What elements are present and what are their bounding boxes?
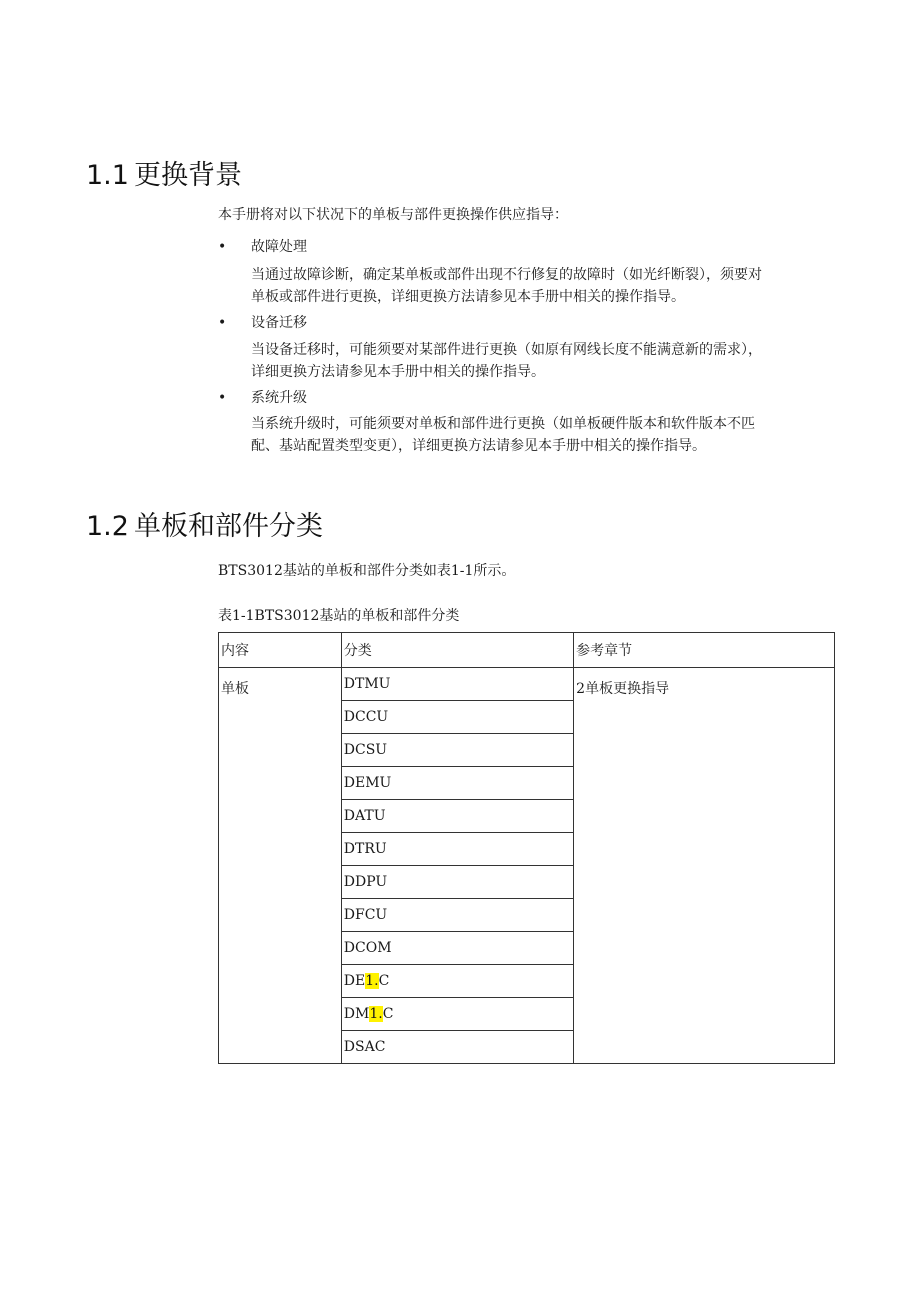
board-text-pre: DE: [343, 973, 366, 989]
header-category: 分类: [341, 633, 573, 668]
board-cell-marked: [341, 965, 573, 998]
item-2-title: 设备迁移: [251, 315, 307, 331]
item-1-line-1: 当通过故障诊断，确定某单板或部件出现不行修复的故障时（如光纤断裂），须要对: [251, 267, 762, 283]
item-1-line-2: 单板或部件进行更换，详细更换方法请参见本手册中相关的操作指导。: [251, 289, 685, 305]
board-text-post: C: [382, 1006, 394, 1022]
section-1-intro: 本手册将对以下状况下的单板与部件更换操作供应指导：: [218, 207, 568, 223]
header-content: 内容: [219, 633, 342, 668]
board-cell: DCSU: [341, 734, 573, 767]
item-3-line-1: 当系统升级时，可能须要对单板和部件进行更换（如单板硬件版本和软件版本不匹: [251, 416, 755, 432]
section-2-intro: BTS3012基站的单板和部件分类如表1-1所示。: [218, 563, 516, 579]
header-reference: 参考章节: [574, 633, 835, 668]
board-cell: DFCU: [341, 899, 573, 932]
section-1-heading: [86, 160, 242, 192]
board-classification-table: [218, 632, 835, 1064]
table-row: [219, 668, 835, 701]
cell-reference: 2单板更换指导: [574, 668, 835, 1064]
board-cell: DSAC: [341, 1031, 573, 1064]
item-3-title: 系统升级: [251, 390, 307, 406]
item-2-line-1: 当设备迁移时，可能须要对某部件进行更换（如原有网线长度不能满意新的需求），: [251, 342, 762, 358]
bullet-2: •: [218, 315, 227, 331]
table-header-row: [219, 633, 835, 668]
table-caption: 表1-1BTS3012基站的单板和部件分类: [218, 608, 460, 624]
item-1-title: 故障处理: [251, 239, 307, 255]
board-cell: DCCU: [341, 701, 573, 734]
board-cell: DTMU: [341, 668, 573, 701]
section-2-title: 单板和部件分类: [134, 511, 323, 542]
bullet-1: •: [218, 239, 227, 255]
board-text-post: C: [378, 973, 390, 989]
board-cell-marked: [341, 998, 573, 1031]
board-cell: DATU: [341, 800, 573, 833]
cell-category: 单板: [219, 668, 342, 1064]
section-2-number: 1.2: [86, 511, 129, 542]
section-1-number: 1.1: [86, 160, 129, 191]
section-2-heading: [86, 511, 323, 543]
board-text-pre: DM: [343, 1006, 370, 1022]
bullet-3: •: [218, 390, 227, 406]
item-3-line-2: 配、基站配置类型变更），详细更换方法请参见本手册中相关的操作指导。: [251, 438, 706, 454]
highlight-mark: 1.: [369, 1006, 383, 1022]
board-cell: DEMU: [341, 767, 573, 800]
board-cell: DCOM: [341, 932, 573, 965]
section-1-title: 更换背景: [134, 160, 242, 191]
board-cell: DDPU: [341, 866, 573, 899]
board-cell: DTRU: [341, 833, 573, 866]
highlight-mark: 1.: [365, 973, 379, 989]
item-2-line-2: 详细更换方法请参见本手册中相关的操作指导。: [251, 364, 545, 380]
